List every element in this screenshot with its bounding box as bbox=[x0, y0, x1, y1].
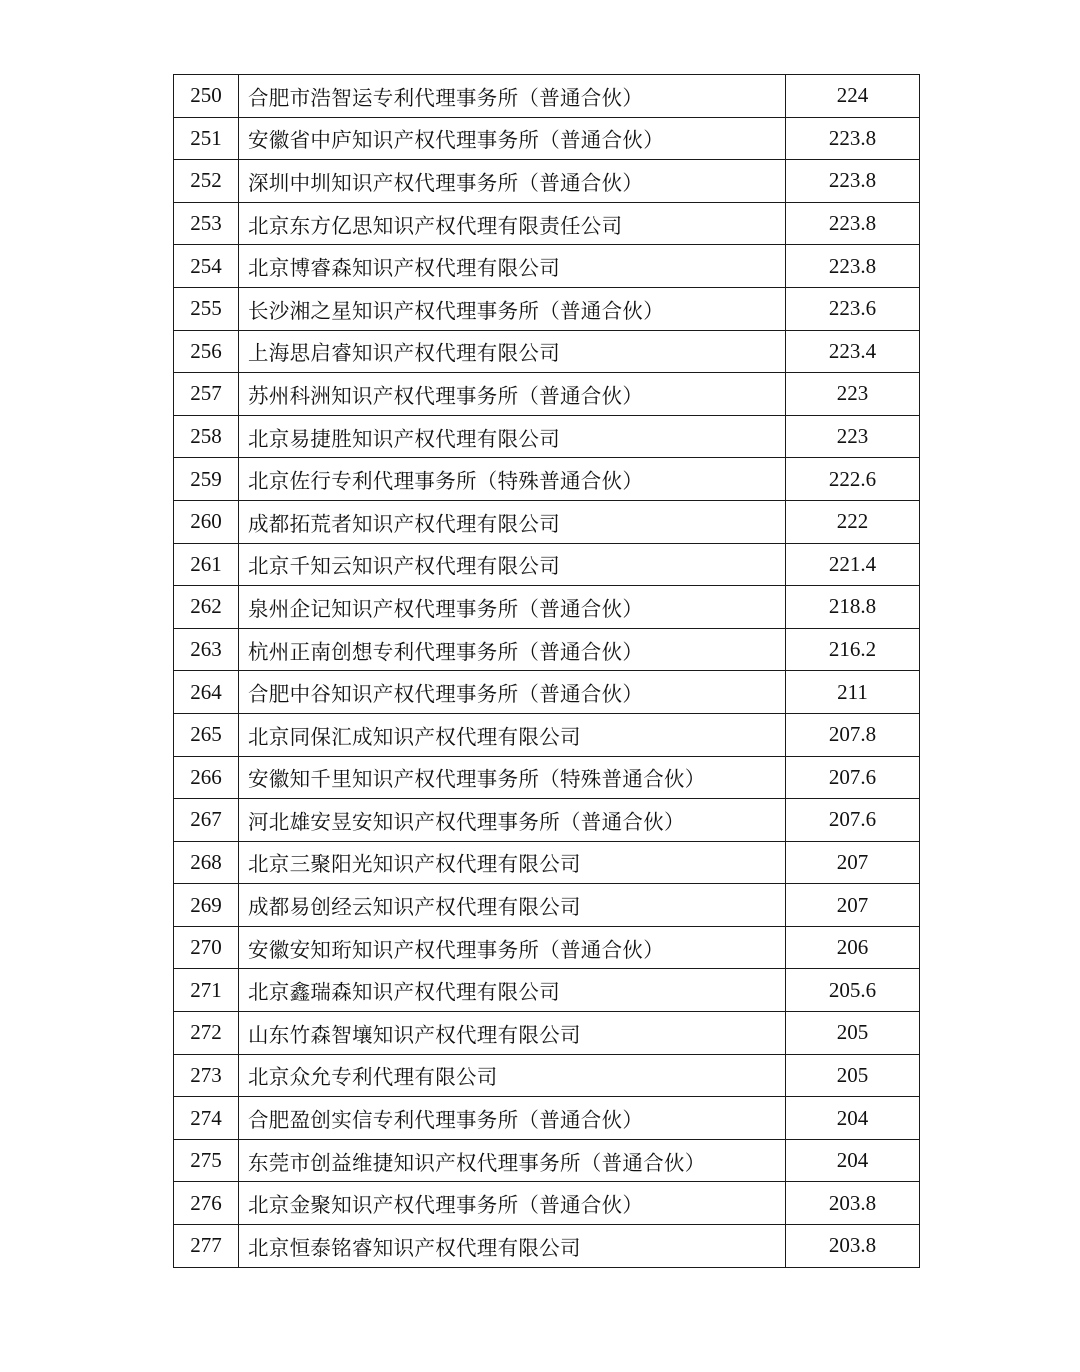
rank-cell: 259 bbox=[174, 458, 239, 501]
agency-name-cell: 合肥市浩智运专利代理事务所（普通合伙） bbox=[239, 75, 786, 118]
rank-cell: 264 bbox=[174, 671, 239, 714]
table-row bbox=[174, 969, 920, 1012]
ranking-table-body bbox=[174, 75, 920, 1268]
score-cell: 224 bbox=[786, 75, 920, 118]
table-row bbox=[174, 75, 920, 118]
agency-name-cell: 北京鑫瑞森知识产权代理有限公司 bbox=[239, 969, 786, 1012]
table-row bbox=[174, 884, 920, 927]
table-row bbox=[174, 543, 920, 586]
rank-cell: 256 bbox=[174, 330, 239, 373]
score-cell: 211 bbox=[786, 671, 920, 714]
rank-cell: 261 bbox=[174, 543, 239, 586]
agency-name-cell: 长沙湘之星知识产权代理事务所（普通合伙） bbox=[239, 287, 786, 330]
rank-cell: 253 bbox=[174, 202, 239, 245]
table-row bbox=[174, 500, 920, 543]
rank-cell: 260 bbox=[174, 500, 239, 543]
rank-cell: 251 bbox=[174, 117, 239, 160]
score-cell: 207.8 bbox=[786, 713, 920, 756]
rank-cell: 263 bbox=[174, 628, 239, 671]
agency-name-cell: 北京佐行专利代理事务所（特殊普通合伙） bbox=[239, 458, 786, 501]
table-row bbox=[174, 713, 920, 756]
table-row bbox=[174, 1054, 920, 1097]
agency-name-cell: 北京三聚阳光知识产权代理有限公司 bbox=[239, 841, 786, 884]
score-cell: 203.8 bbox=[786, 1182, 920, 1225]
score-cell: 206 bbox=[786, 926, 920, 969]
agency-name-cell: 北京同保汇成知识产权代理有限公司 bbox=[239, 713, 786, 756]
table-row bbox=[174, 1182, 920, 1225]
score-cell: 218.8 bbox=[786, 586, 920, 629]
score-cell: 221.4 bbox=[786, 543, 920, 586]
score-cell: 207 bbox=[786, 884, 920, 927]
rank-cell: 270 bbox=[174, 926, 239, 969]
rank-cell: 269 bbox=[174, 884, 239, 927]
score-cell: 223.8 bbox=[786, 245, 920, 288]
agency-name-cell: 成都易创经云知识产权代理有限公司 bbox=[239, 884, 786, 927]
agency-name-cell: 北京金聚知识产权代理事务所（普通合伙） bbox=[239, 1182, 786, 1225]
agency-name-cell: 成都拓荒者知识产权代理有限公司 bbox=[239, 500, 786, 543]
table-row bbox=[174, 160, 920, 203]
rank-cell: 252 bbox=[174, 160, 239, 203]
agency-name-cell: 北京东方亿思知识产权代理有限责任公司 bbox=[239, 202, 786, 245]
table-row bbox=[174, 926, 920, 969]
rank-cell: 254 bbox=[174, 245, 239, 288]
agency-name-cell: 安徽省中庐知识产权代理事务所（普通合伙） bbox=[239, 117, 786, 160]
table-row bbox=[174, 117, 920, 160]
table-row bbox=[174, 245, 920, 288]
rank-cell: 267 bbox=[174, 799, 239, 842]
score-cell: 223.6 bbox=[786, 287, 920, 330]
score-cell: 223 bbox=[786, 415, 920, 458]
agency-name-cell: 苏州科洲知识产权代理事务所（普通合伙） bbox=[239, 373, 786, 416]
rank-cell: 271 bbox=[174, 969, 239, 1012]
table-row bbox=[174, 756, 920, 799]
score-cell: 203.8 bbox=[786, 1225, 920, 1268]
score-cell: 223 bbox=[786, 373, 920, 416]
score-cell: 223.4 bbox=[786, 330, 920, 373]
score-cell: 204 bbox=[786, 1139, 920, 1182]
table-row bbox=[174, 1139, 920, 1182]
rank-cell: 266 bbox=[174, 756, 239, 799]
agency-name-cell: 深圳中圳知识产权代理事务所（普通合伙） bbox=[239, 160, 786, 203]
agency-name-cell: 北京千知云知识产权代理有限公司 bbox=[239, 543, 786, 586]
table-row bbox=[174, 1097, 920, 1140]
agency-name-cell: 北京博睿森知识产权代理有限公司 bbox=[239, 245, 786, 288]
rank-cell: 277 bbox=[174, 1225, 239, 1268]
table-row bbox=[174, 1225, 920, 1268]
table-row bbox=[174, 202, 920, 245]
rank-cell: 255 bbox=[174, 287, 239, 330]
score-cell: 207.6 bbox=[786, 756, 920, 799]
table-row bbox=[174, 841, 920, 884]
agency-name-cell: 北京易捷胜知识产权代理有限公司 bbox=[239, 415, 786, 458]
rank-cell: 262 bbox=[174, 586, 239, 629]
score-cell: 205 bbox=[786, 1054, 920, 1097]
rank-cell: 268 bbox=[174, 841, 239, 884]
rank-cell: 265 bbox=[174, 713, 239, 756]
agency-name-cell: 安徽安知珩知识产权代理事务所（普通合伙） bbox=[239, 926, 786, 969]
table-row bbox=[174, 628, 920, 671]
rank-cell: 274 bbox=[174, 1097, 239, 1140]
table-row bbox=[174, 1012, 920, 1055]
table-row bbox=[174, 373, 920, 416]
score-cell: 207 bbox=[786, 841, 920, 884]
rank-cell: 250 bbox=[174, 75, 239, 118]
agency-name-cell: 合肥中谷知识产权代理事务所（普通合伙） bbox=[239, 671, 786, 714]
table-row bbox=[174, 458, 920, 501]
table-row bbox=[174, 586, 920, 629]
agency-name-cell: 上海思启睿知识产权代理有限公司 bbox=[239, 330, 786, 373]
table-row bbox=[174, 799, 920, 842]
table-row bbox=[174, 671, 920, 714]
rank-cell: 276 bbox=[174, 1182, 239, 1225]
score-cell: 223.8 bbox=[786, 117, 920, 160]
table-row bbox=[174, 287, 920, 330]
score-cell: 222.6 bbox=[786, 458, 920, 501]
score-cell: 216.2 bbox=[786, 628, 920, 671]
agency-name-cell: 合肥盈创实信专利代理事务所（普通合伙） bbox=[239, 1097, 786, 1140]
ranking-table bbox=[173, 74, 920, 1268]
agency-name-cell: 北京恒泰铭睿知识产权代理有限公司 bbox=[239, 1225, 786, 1268]
rank-cell: 273 bbox=[174, 1054, 239, 1097]
table-row bbox=[174, 330, 920, 373]
rank-cell: 272 bbox=[174, 1012, 239, 1055]
agency-name-cell: 东莞市创益维捷知识产权代理事务所（普通合伙） bbox=[239, 1139, 786, 1182]
rank-cell: 275 bbox=[174, 1139, 239, 1182]
score-cell: 223.8 bbox=[786, 160, 920, 203]
score-cell: 207.6 bbox=[786, 799, 920, 842]
agency-name-cell: 北京众允专利代理有限公司 bbox=[239, 1054, 786, 1097]
score-cell: 205 bbox=[786, 1012, 920, 1055]
agency-name-cell: 山东竹森智壤知识产权代理有限公司 bbox=[239, 1012, 786, 1055]
score-cell: 223.8 bbox=[786, 202, 920, 245]
score-cell: 204 bbox=[786, 1097, 920, 1140]
table-row bbox=[174, 415, 920, 458]
agency-name-cell: 泉州企记知识产权代理事务所（普通合伙） bbox=[239, 586, 786, 629]
agency-name-cell: 安徽知千里知识产权代理事务所（特殊普通合伙） bbox=[239, 756, 786, 799]
agency-name-cell: 杭州正南创想专利代理事务所（普通合伙） bbox=[239, 628, 786, 671]
score-cell: 205.6 bbox=[786, 969, 920, 1012]
rank-cell: 258 bbox=[174, 415, 239, 458]
rank-cell: 257 bbox=[174, 373, 239, 416]
agency-name-cell: 河北雄安昱安知识产权代理事务所（普通合伙） bbox=[239, 799, 786, 842]
score-cell: 222 bbox=[786, 500, 920, 543]
